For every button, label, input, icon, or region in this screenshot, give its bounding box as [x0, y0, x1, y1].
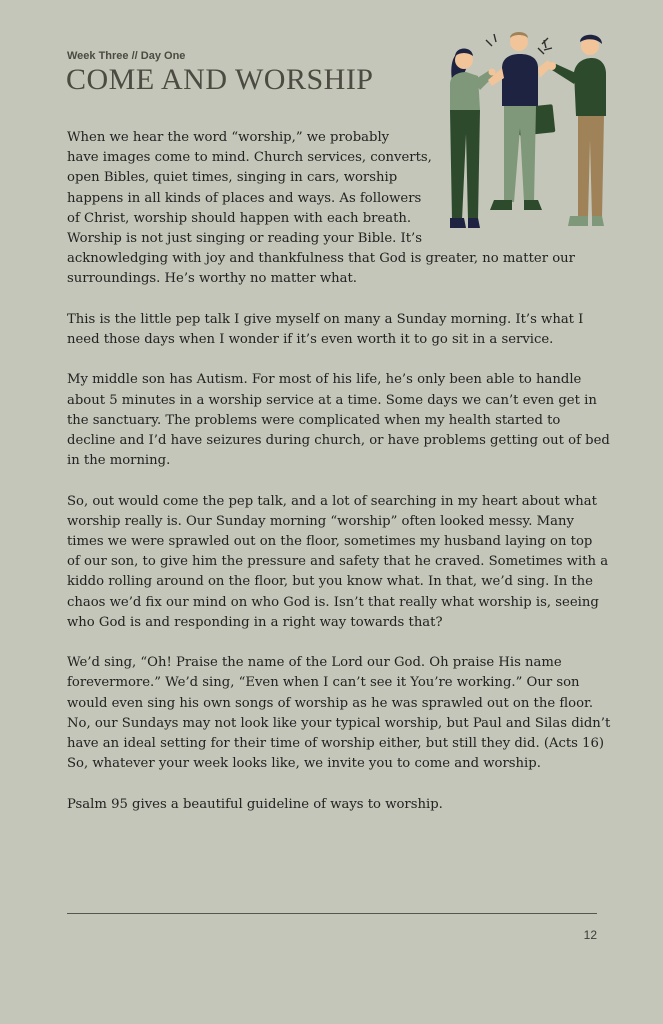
paragraph-line: in the morning.	[67, 453, 171, 469]
paragraph-line: Worship is not just singing or reading your Bible. It’s	[67, 231, 423, 247]
body-paragraph	[67, 653, 611, 774]
paragraph-line: of Christ, worship should happen with each breath.	[67, 210, 412, 226]
paragraph-line: have images come to mind. Church services, converts,	[67, 150, 432, 166]
paragraph-line: chaos we’d fix our mind on who God is. Isn’t that really what worship is, seeing	[67, 594, 599, 610]
paragraph-line: who God is and responding in a right way towards that?	[67, 614, 443, 630]
paragraph-line: acknowledging with joy and thankfulness that God is greater, no matter our	[67, 251, 575, 267]
body-paragraph	[67, 310, 607, 350]
paragraph-line: have an ideal setting for their time of worship either, but still they did. (Acts 16)	[67, 736, 605, 752]
paragraph-line: would even sing his own songs of worship as he was sprawled out on the floor.	[67, 695, 594, 711]
body-paragraph	[67, 795, 607, 815]
paragraph-line: worship really is. Our Sunday morning “worship” often looked messy. Many	[67, 513, 574, 529]
paragraph-line: When we hear the word “worship,” we probably	[67, 130, 390, 145]
paragraph-line: times we were sprawled out on the floor, sometimes my husband laying on top	[67, 534, 593, 550]
paragraph-line: Psalm 95 gives a beautiful guideline of ways to worship.	[67, 796, 443, 812]
paragraph-line: This is the little pep talk I give myself on many a Sunday morning. It’s what I	[67, 311, 584, 327]
paragraph-line: happens in all kinds of places and ways. As followers	[67, 190, 422, 206]
paragraph-line: surroundings. He’s worthy no matter what.	[67, 271, 357, 287]
week-day-label: Week Three // Day One	[67, 50, 186, 62]
paragraph-line: No, our Sundays may not look like your typical worship, but Paul and Silas didn’t	[67, 715, 611, 731]
paragraph-line: open Bibles, quiet times, singing in cars, worship	[67, 170, 398, 186]
article-body	[67, 128, 611, 835]
body-paragraph	[67, 492, 607, 633]
footer-divider	[67, 913, 597, 914]
page-title: COME AND WORSHIP	[66, 63, 374, 96]
page-number: 12	[583, 928, 597, 942]
paragraph-line: kiddo rolling around on the floor, but you know what. In that, we’d sing. In the	[67, 574, 593, 590]
body-paragraph	[67, 128, 607, 290]
paragraph-line: about 5 minutes in a worship service at a time. Some days we can’t even get in	[67, 392, 597, 408]
paragraph-line: We’d sing, “Oh! Praise the name of the Lord our God. Oh praise His name	[67, 655, 562, 671]
paragraph-line: need those days when I wonder if it’s even worth it to go sit in a service.	[67, 332, 554, 348]
paragraph-line: of our son, to give him the pressure and safety that he craved. Sometimes with a	[67, 554, 609, 570]
paragraph-line: decline and I’d have seizures during church, or have problems getting out of bed	[67, 433, 610, 449]
paragraph-line: So, whatever your week looks like, we invite you to come and worship.	[67, 756, 541, 772]
paragraph-line: My middle son has Autism. For most of his life, he’s only been able to handle	[67, 372, 582, 388]
paragraph-line: forevermore.” We’d sing, “Even when I can’t see it You’re working.” Our son	[67, 675, 580, 691]
paragraph-line: So, out would come the pep talk, and a lot of searching in my heart about what	[67, 493, 597, 509]
body-paragraph	[67, 370, 610, 471]
paragraph-line: the sanctuary. The problems were complicated when my health started to	[67, 412, 561, 428]
